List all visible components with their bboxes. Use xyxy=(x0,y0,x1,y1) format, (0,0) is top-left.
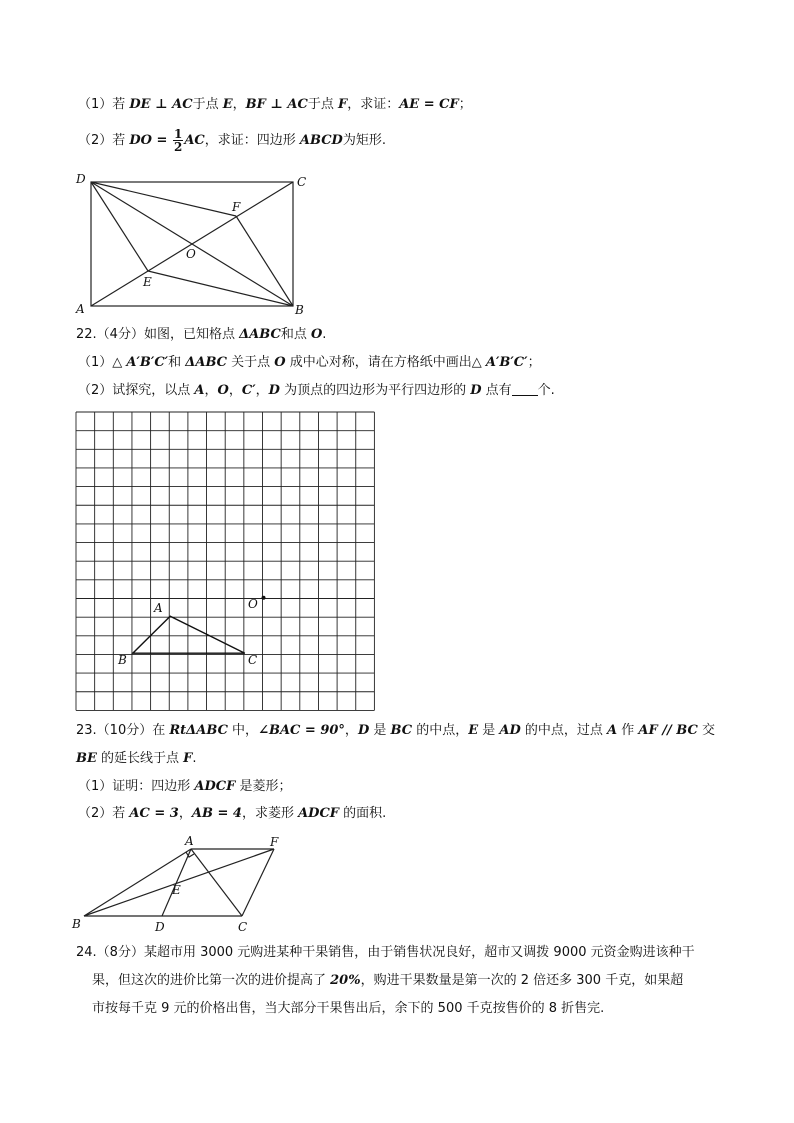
q22-part1: （1）△ A′B′C′和 ΔABC 关于点 O 成中心对称，请在方格纸中画出△ A′B′C′； xyxy=(78,355,541,370)
label-o: O xyxy=(186,247,196,261)
q22-part2: （2）试探究，以点 A，O，C′，D 为顶点的四边形为平行四边形的 D 点有 个. xyxy=(78,383,555,398)
q23-label-b: B xyxy=(72,917,81,931)
grid-label-o: O xyxy=(248,597,258,611)
fraction-one-half: $\frac{1}{2}$ xyxy=(173,127,183,154)
q24-line3: 市按每千克 9 元的价格出售，当大部分干果售出后，余下的 500 千克按售价的 8 折售完. xyxy=(92,1001,605,1016)
label-a: A xyxy=(76,302,85,316)
q23-label-a: A xyxy=(185,834,194,848)
q23-label-c: C xyxy=(238,920,248,934)
q23-part2: （2）若 AC = 3，AB = 4，求菱形 ADCF 的面积. xyxy=(78,806,387,821)
label-b: B xyxy=(295,303,304,317)
q24-line2: 果，但这次的进价比第一次的进价提高了 20%，购进干果数量是第一次的 2 倍还多 300 千克，如果超 xyxy=(92,973,684,988)
q22-stem: 22.（4分）如图，已知格点 ΔABC和点 O. xyxy=(76,327,327,342)
label-e: E xyxy=(143,275,152,289)
q23-label-d: D xyxy=(155,920,165,934)
grid-label-b: B xyxy=(118,653,127,667)
label-f: F xyxy=(232,200,241,214)
q23-label-e: E xyxy=(172,883,181,897)
grid-label-a: A xyxy=(154,601,163,615)
grid-label-c: C xyxy=(248,653,258,667)
q24-line1: 24.（8分）某超市用 3000 元购进某种干果销售，由于销售状况良好，超市又调拨 9000 元资金购进该种干 xyxy=(76,945,695,960)
label-d: D xyxy=(76,172,86,186)
q23-stem-line2: BE 的延长线于点 F. xyxy=(76,751,197,766)
q23-stem-line1: 23.（10分）在 RtΔABC 中，∠BAC = 90°，D 是 BC 的中点，E 是 AD 的中点，过点 A 作 AF // BC 交 xyxy=(76,723,715,738)
segment-ac xyxy=(191,849,242,916)
q21-part2: （2）若 DO = $\frac{1}{2}$ AC，求证：四边形 ABCD为矩形. xyxy=(78,127,386,154)
label-c: C xyxy=(297,175,307,189)
q23-part1: （1）证明：四边形 ADCF 是菱形； xyxy=(78,779,292,794)
q21-part1: （1）若 DE ⊥ AC于点 E，BF ⊥ AC于点 F，求证：AE = CF； xyxy=(78,97,472,112)
q23-label-f: F xyxy=(270,835,279,849)
